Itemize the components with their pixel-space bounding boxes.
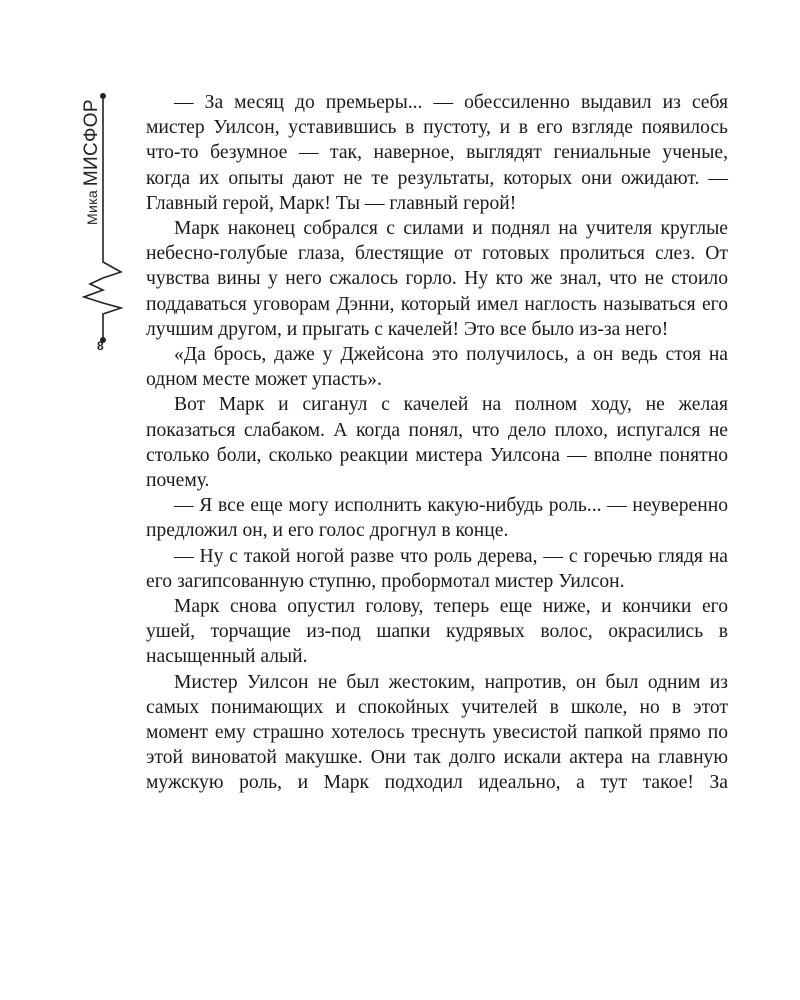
- page-number: 8: [97, 339, 104, 353]
- paragraph: Вот Марк и сиганул с качелей на полном ходу, не желая показаться слабаком. А когда понял, что дело плохо, испугался не столько боли, сколько реакции мистера Уилсона — вполне понятно почему.: [146, 394, 728, 492]
- running-header-author: [81, 99, 103, 225]
- author-first-name: Мика: [84, 190, 100, 225]
- paragraph: Мистер Уилсон не был жестоким, напротив, он был одним из самых понимающих и спокойных учителей в школе, но в этот момент ему страшно хотелось треснуть увесистой папкой прямо по этой виноватой макушке. Они так долго искали актера на главную мужскую роль, и Марк подходил идеально, а тут такое! За: [146, 671, 728, 794]
- paragraph: Марк снова опустил голову, теперь еще ниже, и кончики его ушей, торчащие из-под шапки кудрявых волос, окрасились в насыщенный алый.: [146, 596, 728, 668]
- paragraph: — Я все еще могу исполнить какую-нибудь роль... — неуверенно предложил он, и его голос дрогнул в конце.: [146, 495, 728, 542]
- paragraph: «Да брось, даже у Джейсона это получилось, а он ведь стоя на одном месте может упасть».: [146, 344, 728, 391]
- body-text: [146, 90, 728, 796]
- paragraph: — За месяц до премьеры... — обессиленно выдавил из себя мистер Уилсон, уставившись в пустоту, и в его взгляде появилось что-то безумное — так, наверное, выглядят гениальные ученые, когда их опыты дают не те результаты, которых они ожидают. — Главный герой, Марк! Ты — главный герой!: [146, 92, 728, 214]
- paragraph: Марк наконец собрался с силами и поднял на учителя круглые небесно-голубые глаза, блестящие от готовых пролиться слез. От чувства вины у него сжалось горло. Ну кто же знал, что не стоило поддаваться уговорам Дэнни, который имел наглость называться его лучшим другом, и прыгать с качелей! Это все было из-за него!: [146, 218, 728, 340]
- paragraph: — Ну с такой ногой разве что роль дерева, — с горечью глядя на его загипсованную ступню, пробормотал мистер Уилсон.: [146, 545, 728, 592]
- author-last-name: МИСФОР: [81, 99, 102, 187]
